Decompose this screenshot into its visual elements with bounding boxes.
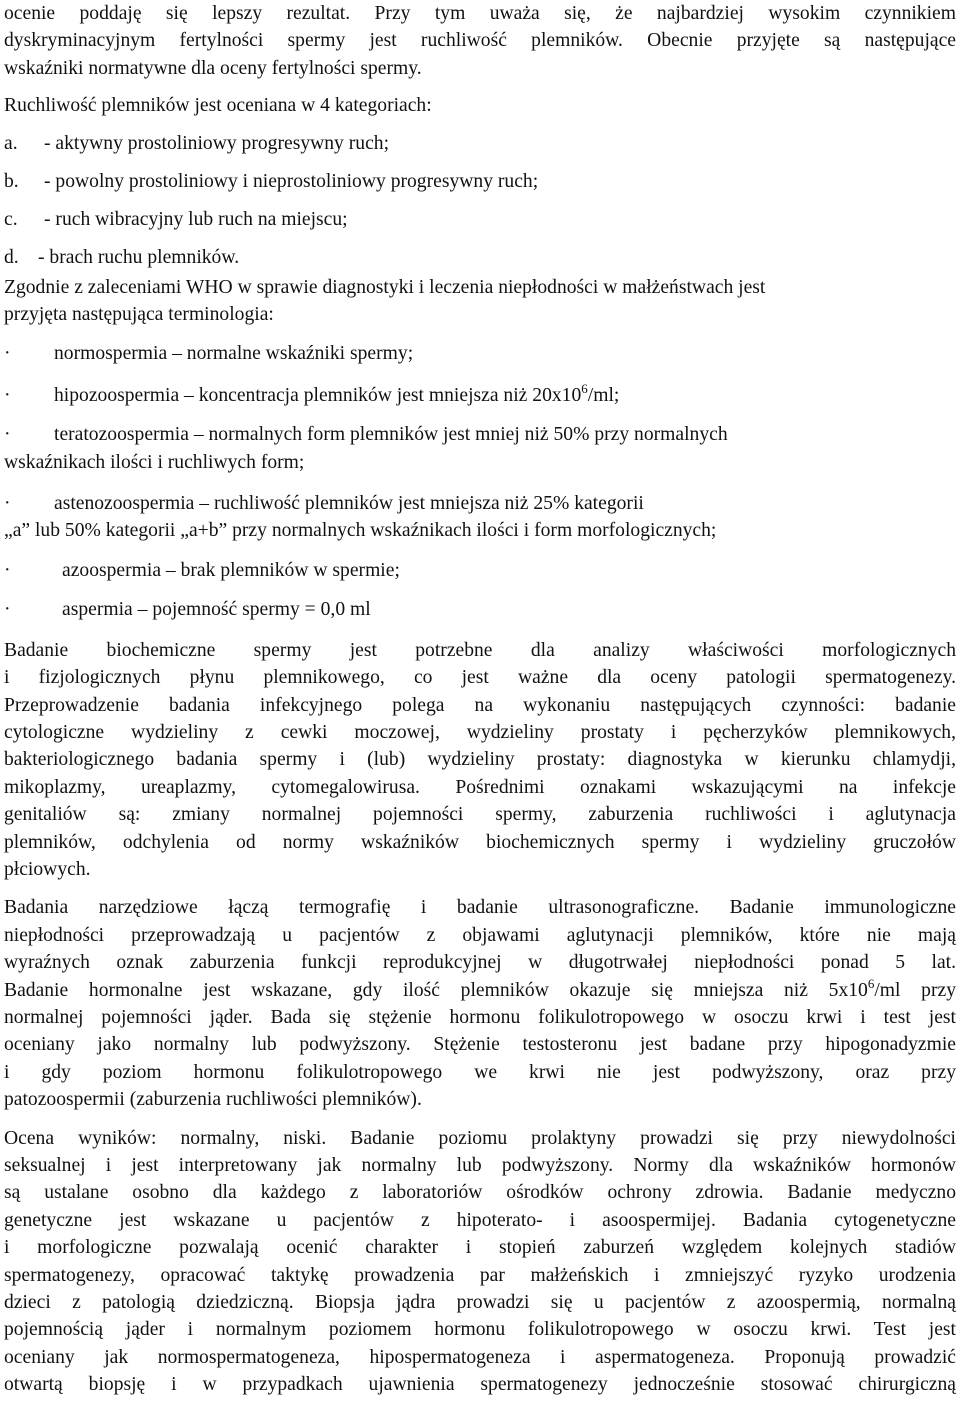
list-item-text: - ruch wibracyjny lub ruch na miejscu;: [44, 208, 348, 230]
term-item: [4, 490, 956, 545]
instrumental-paragraph: [4, 894, 956, 1113]
list-marker: a.: [4, 132, 18, 154]
text-line: bakteriologicznego badania spermy i (lub) wydzieliny prostaty: diagnostyka w kierunku chlamydji,: [4, 749, 956, 771]
who-paragraph: [4, 274, 956, 329]
text-line: dzieci z patologią dziedziczną. Biopsja jądra prowadzi się u pacjentów z azoospermią, normalną: [4, 1292, 956, 1314]
term-text: azoospermia – brak plemników w spermie;: [62, 559, 400, 581]
text-line: Zgodnie z zaleceniami WHO w sprawie diagnostyki i leczenia niepłodności w małżeństwach jest: [4, 276, 766, 298]
text-line: i gdy poziom hormonu folikulotropowego we krwi nie jest podwyższony, oraz przy: [4, 1061, 956, 1083]
intro-paragraph: [4, 0, 956, 82]
term-text: [54, 382, 619, 409]
list-item: [4, 206, 956, 244]
results-paragraph: [4, 1125, 956, 1399]
text-line: Przeprowadzenie badania infekcyjnego polega na wykonaniu następujących czynności: badanie: [4, 694, 956, 716]
term-text: normospermia – normalne wskaźniki spermy;: [54, 343, 414, 365]
text-line: otwartą biopsję i w przypadkach ujawnienia spermatogenezy jednocześnie stosować chirurgiczną: [4, 1374, 956, 1396]
list-item: [4, 130, 956, 168]
text-line: Badanie biochemiczne spermy jest potrzebne dla analizy właściwości morfologicznych: [4, 639, 956, 661]
term-line: [4, 490, 956, 517]
bullet: ·: [4, 424, 11, 446]
list-item-text: - powolny prostoliniowy i nieprostoliniowy progresywny ruch;: [44, 170, 539, 192]
text-line: spermatogenezy, opracować taktykę prowadzenia par małżeńskich i zmniejszyć ryzyko urodzenia: [4, 1264, 956, 1286]
biochem-paragraph: [4, 637, 956, 884]
motility-heading: Ruchliwość plemników jest oceniana w 4 kategoriach:: [4, 95, 432, 117]
term-text: wskaźnikach ilości i ruchliwych form;: [4, 451, 305, 473]
text-part: Badanie hormonalne jest wskazane, gdy ilość plemników okazuje się mniejsza niż 5x10: [4, 979, 868, 1001]
text-line: dyskryminacyjnym fertylności spermy jest ruchliwość plemników. Obecnie przyjęte są następujące: [4, 30, 956, 52]
bullet: ·: [4, 599, 11, 621]
list-marker: b.: [4, 170, 19, 192]
term-item: [4, 596, 956, 623]
text-line: oceniany jako normalny lub podwyższony. Stężenie testosteronu jest badane przy hipogonadyzmie: [4, 1034, 956, 1056]
term-text: aspermia – pojemność spermy = 0,0 ml: [62, 599, 371, 621]
text-line: [4, 977, 956, 1004]
text-line: przyjęta następująca terminologia:: [4, 304, 274, 326]
term-text-part: /ml;: [587, 384, 620, 406]
text-line: Badania narzędziowe łączą termografię i badanie ultrasonograficzne. Badanie immunologiczne: [4, 897, 956, 919]
text-line: wskaźniki normatywne dla oceny fertylności spermy.: [4, 57, 422, 79]
bullet: ·: [4, 343, 11, 365]
term-item: [4, 421, 956, 476]
term-item: [4, 382, 956, 409]
term-text-part: hipozoospermia – koncentracja plemników jest mniejsza niż 20x10: [54, 384, 582, 406]
text-line: płciowych.: [4, 858, 91, 880]
superscript: 6: [581, 380, 588, 396]
text-line: i morfologiczne pozwalają ocenić charakter i stopień zaburzeń względem kolejnych stadiów: [4, 1237, 956, 1259]
text-line: genitaliów są: zmiany normalnej pojemności spermy, zaburzenia ruchliwości i aglutynacja: [4, 804, 956, 826]
term-text: astenozoospermia – ruchliwość plemników jest mniejsza niż 25% kategorii: [54, 493, 644, 515]
text-line: oceniany jak normospermatogeneza, hipospermatogeneza i aspermatogeneza. Proponują prowadzić: [4, 1346, 956, 1368]
text-line: mikoplazmy, ureaplazmy, cytomegalowirusa. Pośrednimi oznakami wskazującymi na infekcje: [4, 776, 956, 798]
motility-list: [4, 130, 956, 274]
superscript: 6: [867, 975, 875, 991]
text-line: plemników, odchylenia od normy wskaźników biochemicznych spermy i wydzieliny gruczołów: [4, 831, 956, 853]
text-line: genetyczne jest wskazane u pacjentów z hipoterato- i asoospermijej. Badania cytogenetyczne: [4, 1209, 956, 1231]
list-marker: d.: [4, 246, 19, 268]
list-marker: c.: [4, 208, 18, 230]
text-line: i fizjologicznych płynu plemnikowego, co jest ważne dla oceny patologii spermatogenezy.: [4, 667, 956, 689]
text-line: seksualnej i jest interpretowany jak normalny lub podwyższony. Normy dla wskaźników hormonów: [4, 1155, 956, 1176]
document-page: [4, 0, 956, 1399]
term-text: „a” lub 50% kategorii „a+b” przy normalnych wskaźnikach ilości i form morfologicznych;: [4, 520, 717, 542]
text-line: niepłodności przeprowadzają u pacjentów z objawami aglutynacji plemników, które nie mają: [4, 924, 956, 946]
text-line: wyraźnych oznak zaburzenia funkcji reprodukcyjnej w długotrwałej niepłodności ponad 5 lat.: [4, 952, 956, 974]
text-line: ocenie poddaję się lepszy rezultat. Przy tym uważa się, że najbardziej wysokim czynnikiem: [4, 3, 956, 24]
list-item-text: - aktywny prostoliniowy progresywny ruch;: [44, 132, 390, 154]
terminology-list: [4, 340, 956, 623]
term-item: [4, 340, 956, 367]
text-line: pojemnością jąder i normalnym poziomem hormonu folikulotropowego w osoczu krwi. Test jest: [4, 1319, 956, 1341]
bullet: ·: [4, 493, 11, 515]
term-item: [4, 557, 956, 584]
text-line: Ocena wyników: normalny, niski. Badanie poziomu prolaktyny prowadzi się przy niewydolności: [4, 1127, 956, 1149]
term-text: teratozoospermia – normalnych form plemników jest mniej niż 50% przy normalnych: [54, 424, 728, 446]
list-item: [4, 244, 956, 274]
term-line: [4, 421, 956, 448]
text-part: /ml przy: [874, 979, 956, 1001]
text-line: normalnej pojemności jąder. Bada się stężenie hormonu folikulotropowego w osoczu krwi i test jest: [4, 1006, 956, 1028]
list-item-text: - brach ruchu plemników.: [38, 246, 240, 268]
text-line: cytologiczne wydzieliny z cewki moczowej, wydzieliny prostaty i pęcherzyków plemnikowych,: [4, 721, 956, 743]
list-item: [4, 168, 956, 206]
bullet: ·: [4, 384, 11, 406]
text-line: są ustalane osobno dla każdego z laboratoriów ośrodków ochrony zdrowia. Badanie medyczno: [4, 1182, 956, 1204]
text-line: patozoospermii (zaburzenia ruchliwości plemników).: [4, 1089, 422, 1111]
bullet: ·: [4, 559, 11, 581]
